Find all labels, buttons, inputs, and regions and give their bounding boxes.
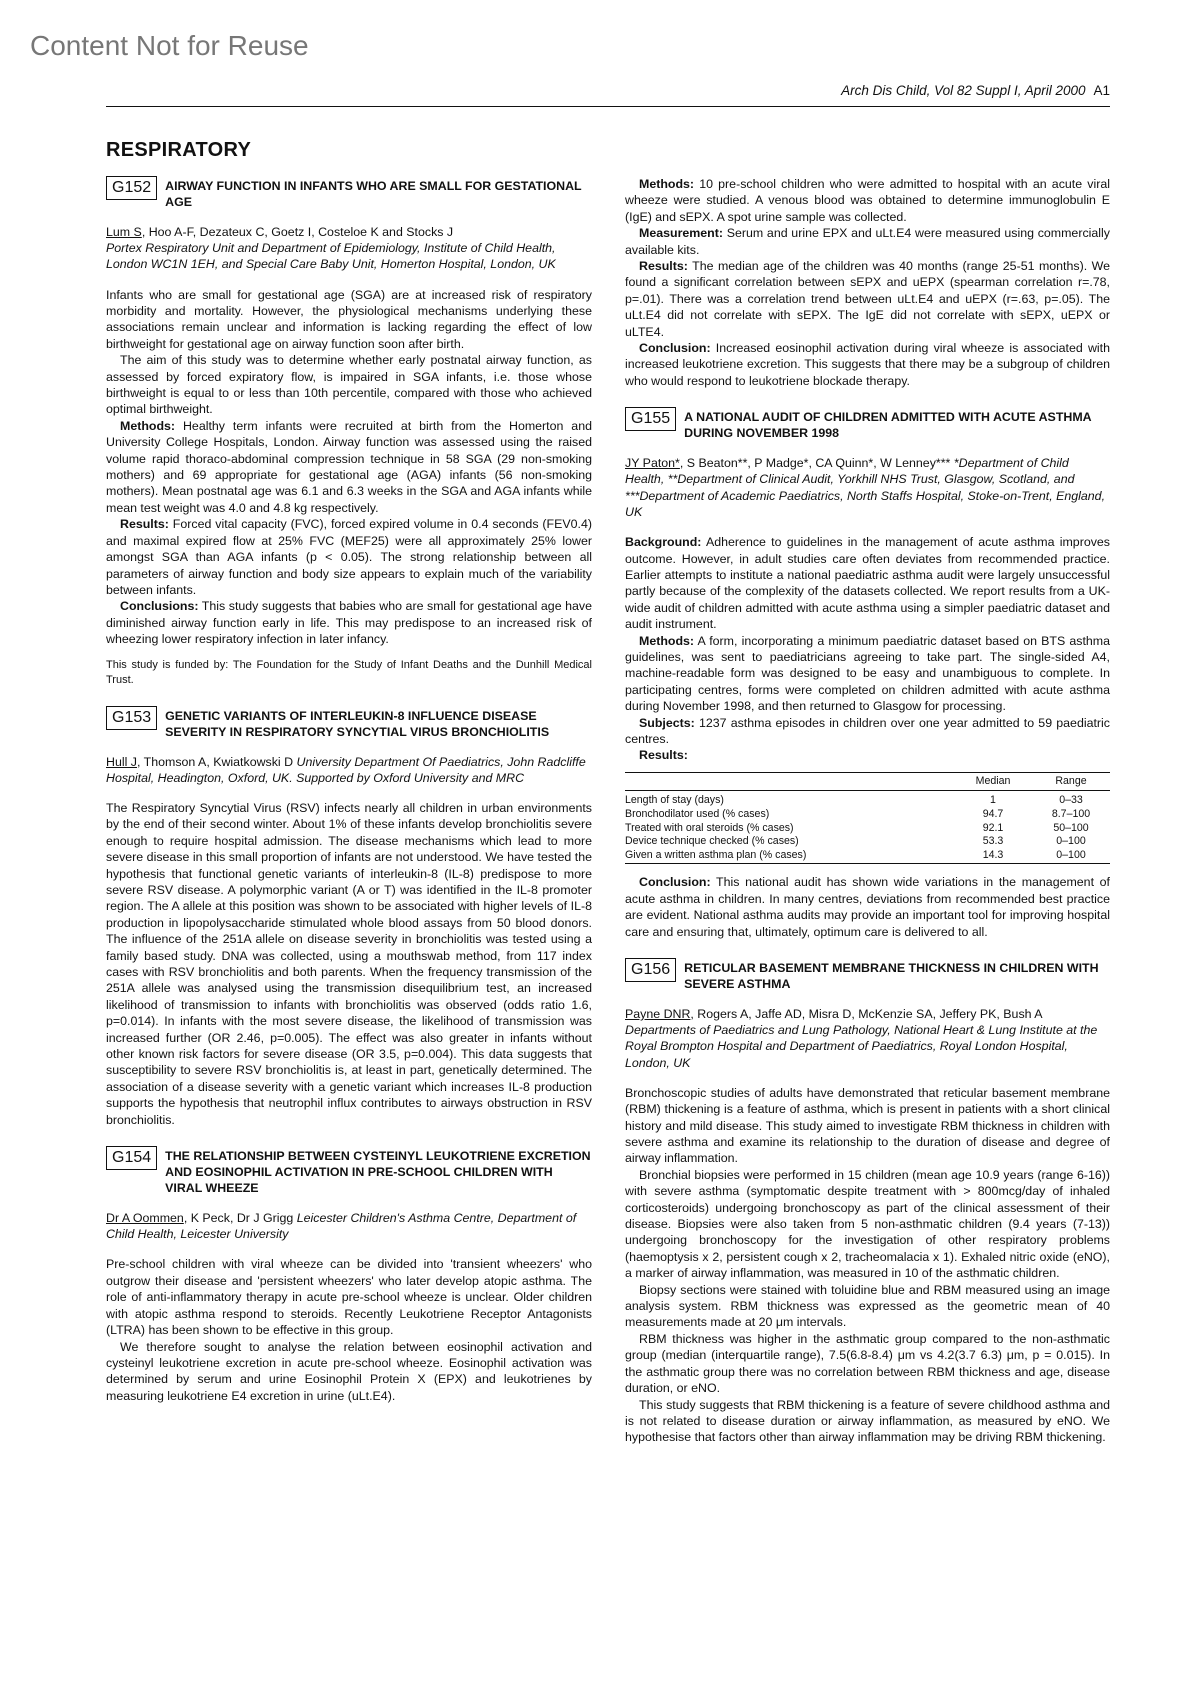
co-authors: , K Peck, Dr J Grigg bbox=[183, 1211, 297, 1226]
table-row bbox=[625, 791, 1110, 808]
abstract-g152 bbox=[106, 176, 592, 688]
table-row bbox=[625, 808, 1110, 822]
co-authors: , Hoo A-F, Dezateux C, Goetz I, Costeloe K and Stocks J bbox=[141, 225, 454, 239]
abstract-header bbox=[106, 706, 592, 740]
table-cell: 50–100 bbox=[1053, 821, 1089, 834]
author-list bbox=[106, 224, 592, 273]
table-cell: 0–33 bbox=[1059, 794, 1083, 807]
abstract-id: G156 bbox=[625, 958, 676, 982]
table-header bbox=[625, 772, 954, 791]
paragraph: The Respiratory Syncytial Virus (RSV) infects nearly all children in urban environments by the end of their second winter. About 1% of these infants develop bronchiolitis severe enough to require hospital admission. The disease mechanisms which lead to more severe disease in this small proportion of infants are not understood. We have tested the hypothesis that functional genetic variants of interleukin-8 (IL-8) predispose to more severe RSV disease. A polymorphic variant (A or T) was identified in the IL-8 promoter region. The A allele at this position was shown to be associated with higher levels of IL-8 production in lipopolysaccharide stimulated whole blood assays from 50 blood donors. The influence of the 251A allele on disease severity in bronchiolitis was tested using a family based study. DNA was collected, using a mouthswab method, from 117 index cases with RSV bronchiolitis and both parents. When the frequency transmission of the 251A allele was analysed using the transmission disequilibrium test, an increased likelihood of transmission to infants with bronchiolitis was observed (odds ratio 1.6, p=0.014). In infants with the most severe disease, the likelihood of transmission was increased further (OR 2.46, p=0.005). The effect was also greater in infants without other known risk factors for severe disease (OR 3.5, p=0.004). This data suggests that susceptibility to severe RSV bronchiolitis is, at least in part, genetically determined. The association of a disease severity with a genetic variant which increases IL-8 production supports the hypothesis that neutrophil influx contributes to airways obstruction in RSV bronchiolitis. bbox=[106, 800, 592, 1127]
results-table bbox=[625, 772, 1110, 865]
methods-paragraph: Methods: A form, incorporating a minimum paediatric dataset based on BTS asthma guidelines, was sent to paediatricians agreeing to take part. The single-sided A4, machine-readable form was designed to be easy and unambiguous to complete. In participating centres, forms were completed on children admitted with acute asthma during November 1998, and then returned to Glasgow for processing. bbox=[625, 633, 1110, 714]
measurement-paragraph: Measurement: Serum and urine EPX and uLt.E4 were measured using commercially available kits. bbox=[625, 226, 1110, 257]
author-list bbox=[106, 754, 592, 786]
conclusion-paragraph: Conclusion: This national audit has shown wide variations in the management of acute asthma in children. In many centres, deviations from recommended best practice are evident. National asthma audits may provide an important tool for improving hospital care and ensuring that, ultimately, optimum care is delivered to all. bbox=[625, 875, 1110, 939]
conclusions-paragraph: Conclusions: This study suggests that babies who are small for gestational age have diminished airway function early in life. This may predispose to an increased risk of wheezing lower respiratory infection in later infancy. bbox=[106, 599, 592, 647]
affiliation: Portex Respiratory Unit and Department of Epidemiology, Institute of Child Health, London WC1N 1EH, and Special Care Baby Unit, Homerton Hospital, London, UK bbox=[106, 241, 556, 272]
table-cell: Given a written asthma plan (% cases) bbox=[625, 849, 954, 864]
paragraph: The aim of this study was to determine whether early postnatal airway function, as assessed by forced expiratory flow, is impaired in SGA infants, i.e. those whose birthweight is equal to or less than 10th percentile, compared with those who achieved optimal birthweight. bbox=[106, 353, 592, 417]
paragraph: This study suggests that RBM thickening is a feature of severe childhood asthma and is not related to disease duration or airway inflammation, as measured by eNO. We hypothesise that factors other than airway inflammation may be driving RBM thickening. bbox=[625, 1397, 1110, 1445]
table-cell: 94.7 bbox=[982, 807, 1004, 820]
abstract-title: A NATIONAL AUDIT OF CHILDREN ADMITTED WITH ACUTE ASTHMA DURING NOVEMBER 1998 bbox=[684, 410, 1092, 441]
paragraph: Pre-school children with viral wheeze can be divided into 'transient wheezers' who outgrow their disease and 'persistent wheezers' who later develop atopic asthma. The role of anti-inflammatory therapy in acute pre-school wheeze is unclear. Older children with atopic asthma respond to steroids. Recently Leukotriene Receptor Antagonists (LTRA) has been shown to be effective in this group. bbox=[106, 1257, 592, 1338]
results-paragraph: Results: Forced vital capacity (FVC), forced expired volume in 0.4 seconds (FEV0.4) and maximal expired flow at 25% FVC (MEF25) were all approximately 25% lower amongst SGA than AGA infants (p < 0.05). The strong relationship between all parameters of airway function and body size appears to explain much of the variability between infants. bbox=[106, 517, 592, 597]
results-label: Results: bbox=[639, 748, 688, 763]
abstract-header bbox=[625, 407, 1110, 441]
abstract-g156 bbox=[625, 958, 1110, 1446]
co-authors: , S Beaton**, P Madge*, CA Quinn*, W Lenney*** bbox=[679, 456, 954, 471]
table-header: Median bbox=[954, 772, 1032, 791]
paragraph: RBM thickness was higher in the asthmatic group compared to the non-asthmatic group (median (interquartile range), 7.5(6.8-8.4) μm vs 4.2(3.7 6.3) μm, p = 0.015). In the asthmatic group there was no correlation between RBM thickness and age, disease duration, or eNO. bbox=[625, 1331, 1110, 1396]
table-cell: 1 bbox=[990, 794, 996, 807]
table-cell: 8.7–100 bbox=[1051, 807, 1091, 820]
table-row bbox=[625, 822, 1110, 836]
author-list bbox=[106, 1210, 592, 1242]
author-list bbox=[625, 455, 1110, 520]
table-cell: Bronchodilator used (% cases) bbox=[625, 807, 770, 820]
first-author: JY Paton* bbox=[625, 456, 680, 471]
funding-note: This study is funded by: The Foundation for the Study of Infant Deaths and the Dunhill Medical Trust. bbox=[106, 658, 592, 686]
table-cell: 0–100 bbox=[1056, 835, 1086, 848]
abstract-title: AIRWAY FUNCTION IN INFANTS WHO ARE SMALL FOR GESTATIONAL AGE bbox=[165, 179, 582, 209]
abstract-title: GENETIC VARIANTS OF INTERLEUKIN-8 INFLUENCE DISEASE SEVERITY IN RESPIRATORY SYNCYTIAL VIRUS BRONCHIOLITIS bbox=[165, 708, 550, 739]
affiliation: Leicester Children's Asthma Centre, Department of Child Health, Leicester University bbox=[106, 1211, 577, 1242]
affiliation: University Department Of Paediatrics, John Radcliffe Hospital, Headington, Oxford, UK. Supported by Oxford University and MRC bbox=[106, 754, 586, 785]
abstract-g153 bbox=[106, 706, 592, 1129]
watermark: Content Not for Reuse bbox=[30, 30, 309, 61]
abstract-title: RETICULAR BASEMENT MEMBRANE THICKNESS IN CHILDREN WITH SEVERE ASTHMA bbox=[684, 960, 1099, 991]
results-paragraph: Results: The median age of the children was 40 months (range 25-51 months). We found a significant correlation between sEPX and uEPX (spearman correlation r=.78, p=.01). There was a correlation trend between uLt.E4 and uEPX (r=.63, p=.05). The uLt.E4 did not correlate with sEPX. The IgE did not correlate with sEPX, uEPX or uLTE4. bbox=[625, 259, 1110, 339]
affiliation: Departments of Paediatrics and Lung Pathology, National Heart & Lung Institute at the Royal Brompton Hospital and Department of Paediatrics, Royal London Hospital, London, UK bbox=[625, 1023, 1098, 1070]
table-cell: 92.1 bbox=[982, 821, 1004, 834]
abstract-g155 bbox=[625, 407, 1110, 940]
abstract-header bbox=[106, 176, 592, 210]
page-number: A1 bbox=[1093, 83, 1110, 98]
table-cell: 14.3 bbox=[954, 849, 1032, 864]
abstract-g154-continued bbox=[625, 176, 1110, 389]
right-column bbox=[625, 176, 1110, 1446]
co-authors: , Rogers A, Jaffe AD, Misra D, McKenzie SA, Jeffery PK, Bush A bbox=[690, 1006, 1042, 1021]
table-header: Range bbox=[1032, 772, 1110, 791]
co-authors: , Thomson A, Kwiatkowski D bbox=[136, 754, 297, 769]
abstract-header bbox=[106, 1146, 592, 1196]
paragraph: Biopsy sections were stained with toluidine blue and RBM measured using an image analysis system. RBM thickness was expressed as the geometric mean of 40 measurements made at 20 μm intervals. bbox=[625, 1282, 1110, 1330]
abstract-id: G153 bbox=[106, 706, 157, 730]
subjects-paragraph: Subjects: 1237 asthma episodes in children over one year admitted to 59 paediatric centres. bbox=[625, 715, 1110, 746]
paragraph: We therefore sought to analyse the relation between eosinophil activation and cysteinyl leukotriene excretion in acute pre-school wheeze. Eosinophil activation was determined by serum and urine Eosinophil Protein X (EPX) and leukotrienes by measuring leukotriene E4 excretion in urine (uLt.E4). bbox=[106, 1339, 592, 1403]
citation: Arch Dis Child, Vol 82 Suppl I, April 2000 bbox=[841, 83, 1086, 98]
first-author: Dr A Oommen bbox=[106, 1211, 184, 1226]
first-author: Lum S bbox=[106, 225, 142, 239]
header-rule bbox=[106, 106, 1110, 107]
table-cell: Length of stay (days) bbox=[625, 794, 724, 807]
affiliation: *Department of Child Health, **Department of Clinical Audit, Yorkhill NHS Trust, Glasgow, Scotland, and ***Department of Academic Paediatrics, North Staffs Hospital, Stoke-on-Trent, England, UK bbox=[625, 456, 1106, 519]
table-header-row bbox=[625, 772, 1110, 791]
paragraph: Bronchial biopsies were performed in 15 children (mean age 10.9 years (range 6-16)) with severe asthma (symptomatic despite treatment with > 800mcg/day of inhaled corticosteroids) undergoing bronchoscopy as part of the clinical assessment of their disease. Biopsies were also taken from 5 non-asthmatic children (9.4 years (7-13)) undergoing bronchoscopy for the investigation of other respiratory problems (haemoptysis x 2, persistent cough x 2, tracheomalacia x 1). Exhaled nitric oxide (eNO), a marker of airway inflammation, was measured in 10 of the asthmatic children. bbox=[625, 1167, 1110, 1281]
abstract-g154 bbox=[106, 1146, 592, 1404]
abstract-title: THE RELATIONSHIP BETWEEN CYSTEINYL LEUKOTRIENE EXCRETION AND EOSINOPHIL ACTIVATION IN PRE-SCHOOL CHILDREN WITH VIRAL WHEEZE bbox=[165, 1149, 591, 1196]
table-cell: Device technique checked (% cases) bbox=[625, 835, 799, 848]
table-row bbox=[625, 835, 1110, 849]
table-cell: Treated with oral steroids (% cases) bbox=[625, 821, 794, 834]
abstract-header bbox=[625, 958, 1110, 992]
abstract-id: G152 bbox=[106, 176, 157, 200]
background-paragraph: Background: Adherence to guidelines in the management of acute asthma improves outcome. However, in adult studies care often deviates from recommended practice. Earlier attempts to institute a national paediatric asthma audit were largely unsuccessful partly because of the complexity of the datasets collected. We report results from a UK-wide audit of children admitted with acute asthma using a simpler paediatric dataset and audit instrument. bbox=[625, 535, 1110, 632]
table-row bbox=[625, 849, 1110, 864]
paragraph: Bronchoscopic studies of adults have demonstrated that reticular basement membrane (RBM) thickening is a feature of asthma, which is present in patients with a short clinical history and mild disease. This study aimed to investigate RBM thickness in children with severe asthma and examine its relationship to the duration of disease and degree of airway inflammation. bbox=[625, 1085, 1110, 1166]
running-head bbox=[841, 83, 1110, 98]
abstract-id: G155 bbox=[625, 407, 676, 431]
first-author: Hull J bbox=[106, 754, 137, 769]
first-author: Payne DNR bbox=[625, 1006, 691, 1021]
left-column bbox=[106, 176, 592, 1404]
paragraph: Infants who are small for gestational age (SGA) are at increased risk of respiratory morbidity and mortality. However, the physiological mechanisms underlying these associations remain unclear and information is lacking regarding the effect of low birthweight for gestational age on airway function soon after birth. bbox=[106, 287, 592, 351]
author-list bbox=[625, 1006, 1110, 1071]
table-cell: 53.3 bbox=[982, 835, 1004, 848]
abstract-id: G154 bbox=[106, 1146, 157, 1170]
methods-paragraph: Methods: Healthy term infants were recruited at birth from the Homerton and University College Hospitals, London. Airway function was assessed using the raised volume rapid thoraco-abdominal compression technique in 58 SGA (29 non-smoking mothers) and 69 appropriate for gestational age (AGA) infants (56 non-smoking mothers). Mean postnatal age was 6.1 and 6.3 weeks in the SGA and AGA infants while mean test weight was 4.0 and 4.8 kg respectively. bbox=[106, 418, 592, 515]
section-title: RESPIRATORY bbox=[106, 139, 252, 161]
methods-paragraph: Methods: 10 pre-school children who were admitted to hospital with an acute viral wheeze were studied. A venous blood was obtained to determine immunoglobulin E (IgE) and sEPX. A spot urine sample was collected. bbox=[625, 177, 1110, 224]
table-cell: 0–100 bbox=[1032, 849, 1110, 864]
conclusion-paragraph: Conclusion: Increased eosinophil activation during viral wheeze is associated with increased leukotriene excretion. This suggests that there may be a subgroup of children who would respond to leukotriene blockade therapy. bbox=[625, 341, 1110, 388]
